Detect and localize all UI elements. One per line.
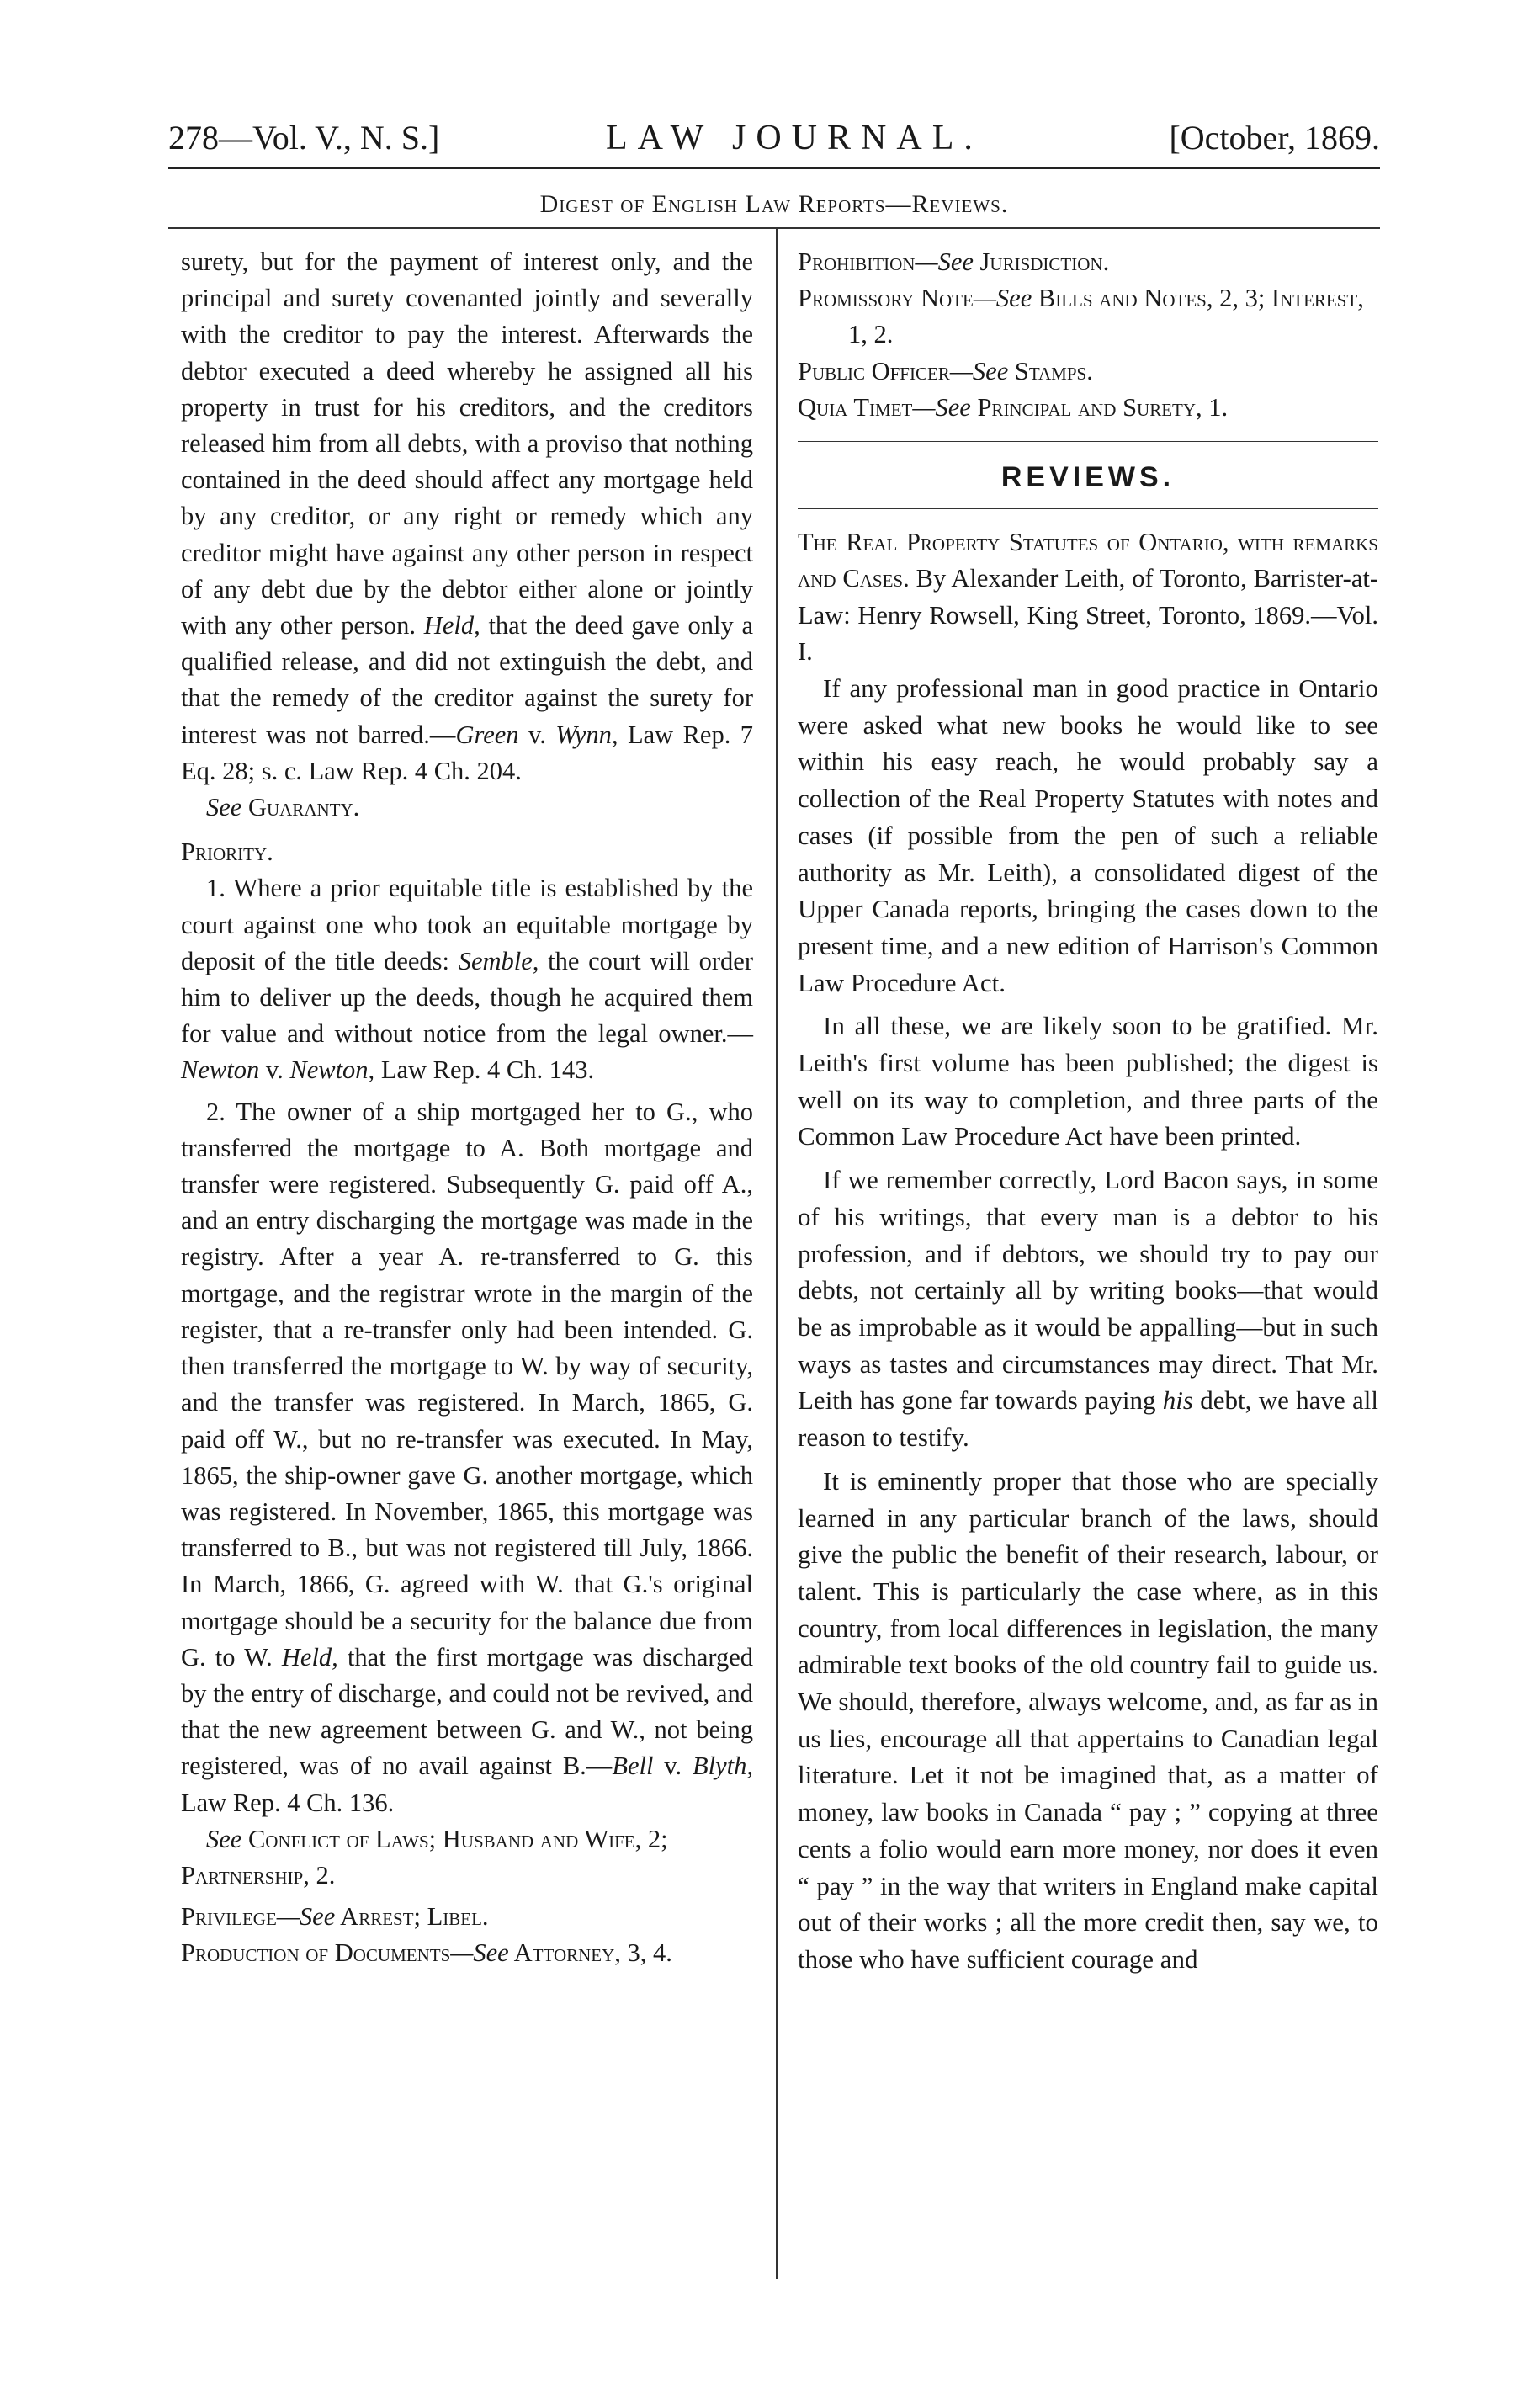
column-divider xyxy=(776,229,778,2279)
digest-heading-priority: Priority. xyxy=(181,837,273,867)
reviews-heading: REVIEWS. xyxy=(1000,461,1176,494)
digest-entry-surety: surety, but for the payment of interest only, and the principal and surety covenanted jointly and severally with the creditor to pay the interest. Afterwards the debtor executed a deed whereby he assigned all his property in trust for his creditors, and the creditors released him from all debts, with a proviso that nothing contained in the deed should affect any mortgage held by any creditor, or any right or remedy which any creditor might have against any other person in respect of any debt due by the debtor either alone or jointly with any other person. Held, that the deed gave only a qualified release, and did not extinguish the debt, and that the remedy of the creditor against the surety for interest was not barred.—Green v. Wynn, Law Rep. 7 Eq. 28; s. c. Law Rep. 4 Ch. 204. xyxy=(181,247,753,785)
reviewed-book-citation: The Real Property Statutes of Ontario, with remarks and Cases. By Alexander Leith, of Toronto, Barrister-at-Law: Henry Rowsell, King Street, Toronto, 1869.—Vol. I. xyxy=(798,528,1379,666)
review-paragraph-3: If we remember correctly, Lord Bacon says, in some of his writings, that every man is a debtor to his profession, and if debtors, we should try to pay our debts, not certainly all by writing books—that would be as improbable as it would be appalling—but in such ways as tastes and circumstances may direct. That Mr. Leith has gone far towards paying his debt, we have all reason to testify. xyxy=(798,1165,1378,1453)
right-column xyxy=(798,244,1378,1978)
digest-entry-prohibition: Prohibition—See Jurisdiction. xyxy=(798,247,1110,276)
cross-reference: See Conflict of Laws; Husband and Wife, 2; Partnership, 2. xyxy=(181,1824,668,1890)
journal-title: LAW JOURNAL. xyxy=(606,119,983,157)
case-name: Newton xyxy=(181,1055,260,1085)
digest-entry-production: Production of Documents—See Attorney, 3, 4. xyxy=(181,1938,672,1968)
cross-reference: See Guaranty. xyxy=(206,793,360,822)
held-label: Held, xyxy=(423,611,480,641)
review-paragraph-2: In all these, we are likely soon to be gratified. Mr. Leith's first volume has been published; the digest is well on its way to completion, and three parts of the Common Law Procedure Act have been printed. xyxy=(798,1011,1378,1151)
case-name: Green xyxy=(455,720,519,749)
case-name: Wynn, xyxy=(555,720,618,749)
issue-date: [October, 1869. xyxy=(1169,119,1380,157)
running-head xyxy=(168,118,1380,168)
case-name: Blyth, xyxy=(693,1752,753,1781)
case-name: Newton, xyxy=(289,1055,375,1085)
case-name: Bell xyxy=(612,1752,654,1781)
section-heading: Digest of English Law Reports—Reviews. xyxy=(539,190,1009,218)
digest-entry-quia-timet: Quia Timet—See Principal and Surety, 1. xyxy=(798,392,1229,422)
digest-entry-privilege: Privilege—See Arrest; Libel. xyxy=(181,1902,489,1932)
section-rule xyxy=(168,227,1380,229)
digest-entry-public-officer: Public Officer—See Stamps. xyxy=(798,356,1093,385)
header-double-rule xyxy=(168,167,1380,173)
left-column xyxy=(181,244,753,1972)
reviews-divider xyxy=(798,441,1378,446)
digest-item-1: 1. Where a prior equitable title is established by the court against one who took an equitable mortgage by deposit of the title deeds: Semble, the court will order him to deliver up the deeds, though he acquired them for value and without notice from the legal owner.—Newton v. Newton, Law Rep. 4 Ch. 143. xyxy=(181,874,753,1085)
page-number-volume: 278—Vol. V., N. S.] xyxy=(168,119,440,157)
review-paragraph-4: It is eminently proper that those who are specially learned in any particular branch of the laws, should give the public the benefit of their research, labour, or talent. This is particularly the case where, as in this country, from local differences in legislation, the many admirable text books of the old country fail to guide us. We should, therefore, always welcome, and, as far as in us lies, encourage all that appertains to Canadian legal literature. Let it not be imagined that, as a matter of money, law books in Canada “ pay ; ” copying at three cents a folio would earn more money, nor does it even “ pay ” in the way that writers in England make capital out of their works ; all the more credit then, say we, to those who have sufficient courage and xyxy=(798,1465,1378,1974)
digest-entry-promissory-note: Promissory Note—See Bills and Notes, 2, 3; Interest, 1, 2. xyxy=(798,284,1364,349)
digest-item-2: 2. The owner of a ship mortgaged her to G., who transferred the mortgage to A. Both mortgage and transfer were registered. Subsequently G. paid off A., and an entry discharging the mortgage was made in the registry. After a year A. re-transferred to G. this mortgage, and the registrar wrote in the margin of the register, that a re-transfer only had been intended. G. then transferred the mortgage to W. by way of security, and the transfer was registered. In March, 1865, G. paid off W., but no re-transfer was executed. In May, 1865, the ship-owner gave G. another mortgage, which was registered. In November, 1865, this mortgage was transferred to B., but was not registered till July, 1866. In March, 1866, G. agreed with W. that G.'s original mortgage should be a security for the balance due from G. to W. Held, that the first mortgage was discharged by the entry of discharge, and could not be revived, and that the new agreement between G. and W., not being registered, was of no avail against B.—Bell v. Blyth, Law Rep. 4 Ch. 136. xyxy=(181,1097,753,1817)
review-paragraph-1: If any professional man in good practice in Ontario were asked what new books he would like to see within his easy reach, he would probably say a collection of the Real Property Statutes with notes and cases (if possible from the pen of such a reliable authority as Mr. Leith), a consolidated digest of the Upper Canada reports, bringing the cases down to the present time, and a new edition of Harrison's Common Law Procedure Act. xyxy=(798,673,1378,997)
reviews-rule xyxy=(798,508,1378,509)
